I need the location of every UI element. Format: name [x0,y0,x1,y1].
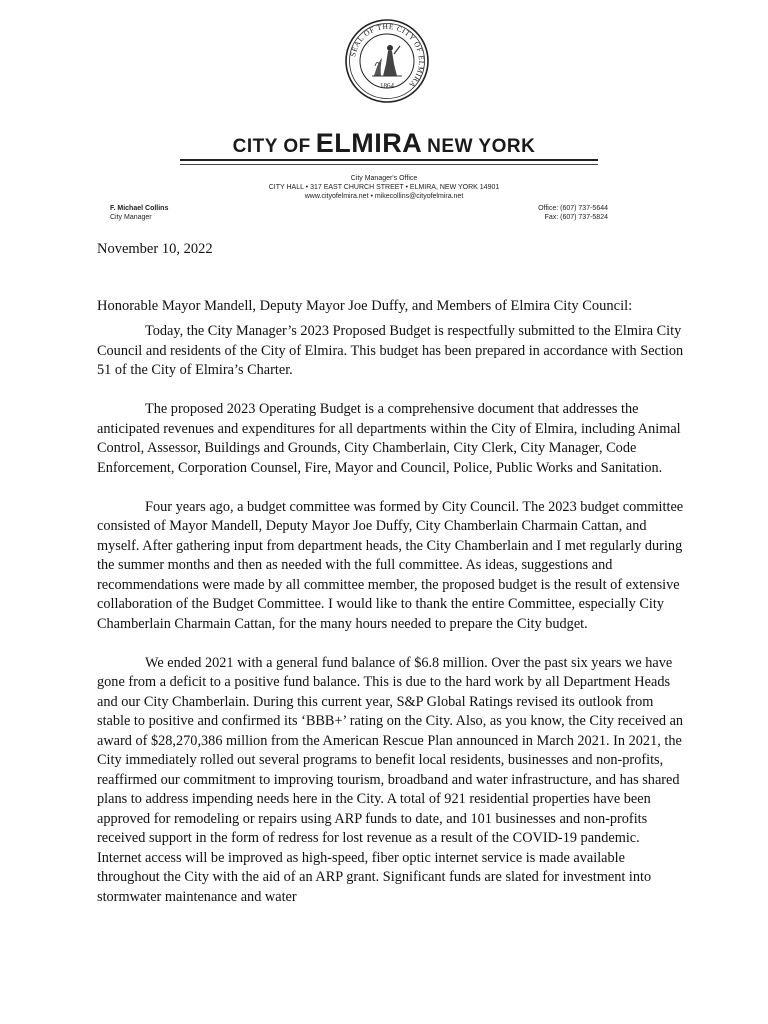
masthead-city-of: CITY OF [232,136,311,157]
manager-name: F. Michael Collins [110,205,169,212]
office-address: CITY HALL • 317 EAST CHURCH STREET • ELMIRA, NEW YORK 14901 [268,184,500,191]
masthead-title [0,128,768,159]
office-name: City Manager's Office [350,175,418,182]
body-paragraph-1: Today, the City Manager’s 2023 Proposed Budget is respectfully submitted to the Elmira City Council and residents of the City of Elmira. This budget has been prepared in accordance with Section 51 of the City of Elmira’s Charter. [97,323,684,378]
city-seal-logo [344,18,430,104]
masthead-elmira: ELMIRA [315,128,423,158]
letter-salutation: Honorable Mayor Mandell, Deputy Mayor Joe Duffy, and Members of Elmira City Council: [97,298,633,314]
body-paragraph-4: We ended 2021 with a general fund balance of $6.8 million. Over the past six years we have gone from a deficit to a positive fund balance. This is due to the hard work by all Department Heads and our City Chamberlain. During this current year, S&P Global Ratings revised its outlook from stable to positive and confirmed its ‘BBB+’ rating on the City. Also, as you know, the City received an award of $28,270,386 million from the American Rescue Plan announced in March 2021. In 2021, the City immediately rolled out several programs to benefit local residents, businesses and non-profits, reaffirmed our commitment to improving tourism, broadband and water infrastructure, and has shared plans to address impending needs here in the City. A total of 921 residential properties have been approved for remodeling or repairs using ARP funds to date, and 101 businesses and non-profits received support in the form of redress for lost revenue as a result of the COVID-19 pandemic. Internet access will be improved as high-speed, fiber optic internet service is made available throughout the City with the aid of an ARP grant. Significant funds are slated for investment into stormwater maintenance and water [97,654,684,905]
manager-block [110,204,168,222]
body-paragraph-2: The proposed 2023 Operating Budget is a comprehensive document that addresses the anticipated revenues and expenditures for all departments within the City of Elmira, including Animal Control, Assessor, Buildings and Grounds, City Chamberlain, City Clerk, City Manager, Code Enforcement, Corporation Counsel, Fire, Mayor and Council, Police, Public Works and Sanitation. [97,401,681,476]
contact-block [538,204,608,222]
svg-text:SEAL OF THE CITY OF ELMIRA: SEAL OF THE CITY OF ELMIRA [348,21,427,90]
masthead-new-york: NEW YORK [427,136,536,157]
masthead-rule-thin [180,164,598,165]
office-address-block [0,174,768,201]
seal-year: 1864 [380,82,394,90]
masthead-rule-thick [180,159,598,161]
letter-date: November 10, 2022 [97,241,213,257]
letter-body [97,322,687,927]
fax-number: Fax: (607) 737-5824 [544,214,608,221]
manager-title: City Manager [110,214,152,221]
office-phone: Office: (607) 737-5644 [538,205,608,212]
office-web-email: www.cityofelmira.net • mikecollins@cityofelmira.net [304,193,464,200]
body-paragraph-3: Four years ago, a budget committee was formed by City Council. The 2023 budget committee consisted of Mayor Mandell, Deputy Mayor Joe Duffy, City Chamberlain Charmain Cattan, and myself. After gathering input from department heads, the City Chamberlain and I met regularly during the summer months and then as needed with the full committee. As ideas, suggestions and recommendations were made by all committee member, the proposed budget is the result of extensive collaboration of the Budget Committee. I would like to thank the entire Committee, especially City Chamberlain Charmain Cattan, for the many hours needed to prepare the City budget. [97,498,684,632]
